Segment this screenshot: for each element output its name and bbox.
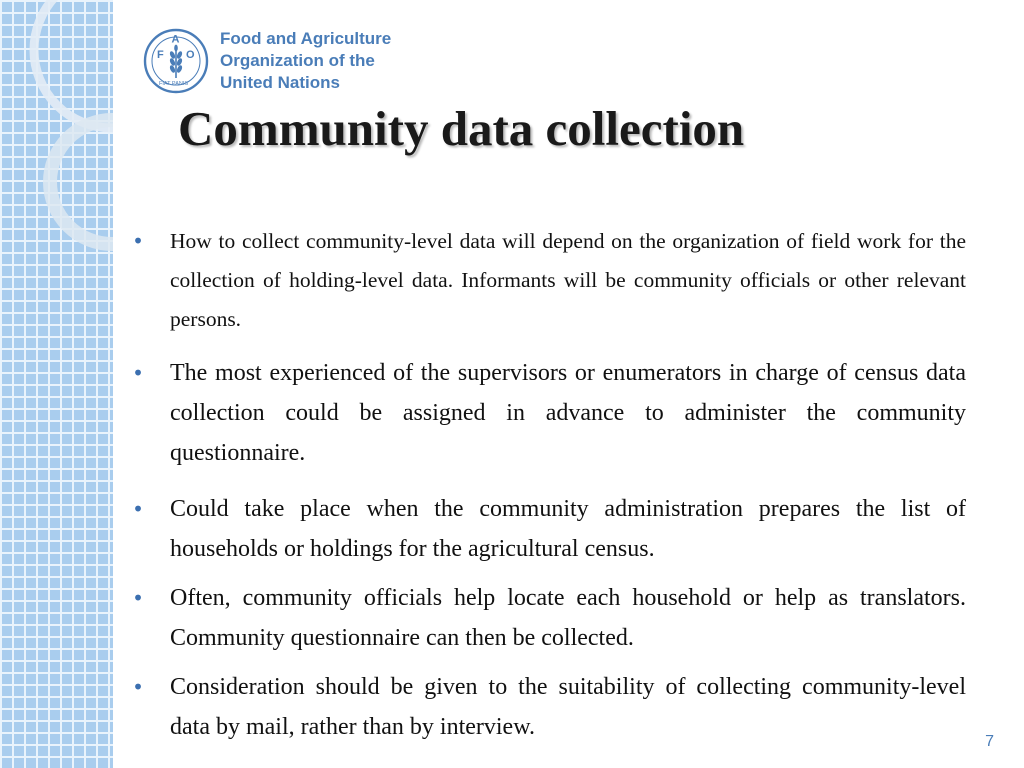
org-name-line-1: Food and Agriculture	[220, 29, 392, 48]
decorative-arcs	[0, 0, 113, 768]
bullet-dot-icon: •	[132, 497, 144, 521]
bullet-text: Often, community officials help locate each household or help as translators. Community questionnaire can then be collected.	[170, 585, 966, 651]
bullet-dot-icon: •	[132, 229, 144, 253]
bullet-text: Consideration should be given to the suitability of collecting community-level data by mail, rather than by interview.	[170, 674, 966, 740]
bullet-text: The most experienced of the supervisors or enumerators in charge of census data collection could be assigned in advance to administer the community questionnaire.	[170, 360, 966, 466]
bullet-item	[128, 222, 966, 339]
bullet-item	[128, 578, 966, 658]
decorative-grid-strip	[0, 0, 113, 768]
org-name-line-2: Organization of the	[220, 51, 375, 70]
bullet-text: How to collect community-level data will depend on the organization of field work for the collection of holding-level data. Informants will be community officials or other relevant persons.	[170, 229, 966, 331]
bullet-item	[128, 353, 966, 473]
bullet-list	[128, 222, 966, 747]
slide-title: Community data collection	[178, 101, 745, 156]
svg-text:O: O	[186, 49, 195, 61]
fao-emblem-icon	[143, 28, 209, 94]
svg-text:A: A	[171, 33, 180, 46]
bullet-item	[128, 667, 966, 747]
page-number: 7	[985, 733, 994, 750]
bullet-text: Could take place when the community administration prepares the list of households or holdings for the agricultural census.	[170, 496, 966, 562]
bullet-dot-icon: •	[132, 675, 144, 699]
svg-text:F: F	[157, 49, 164, 61]
bullet-item	[128, 489, 966, 569]
fao-logo	[143, 28, 391, 94]
bullet-dot-icon: •	[132, 361, 144, 385]
org-name	[220, 28, 391, 94]
svg-text:FIAT PANIS: FIAT PANIS	[159, 81, 189, 87]
org-name-line-3: United Nations	[220, 73, 340, 92]
bullet-dot-icon: •	[132, 586, 144, 610]
